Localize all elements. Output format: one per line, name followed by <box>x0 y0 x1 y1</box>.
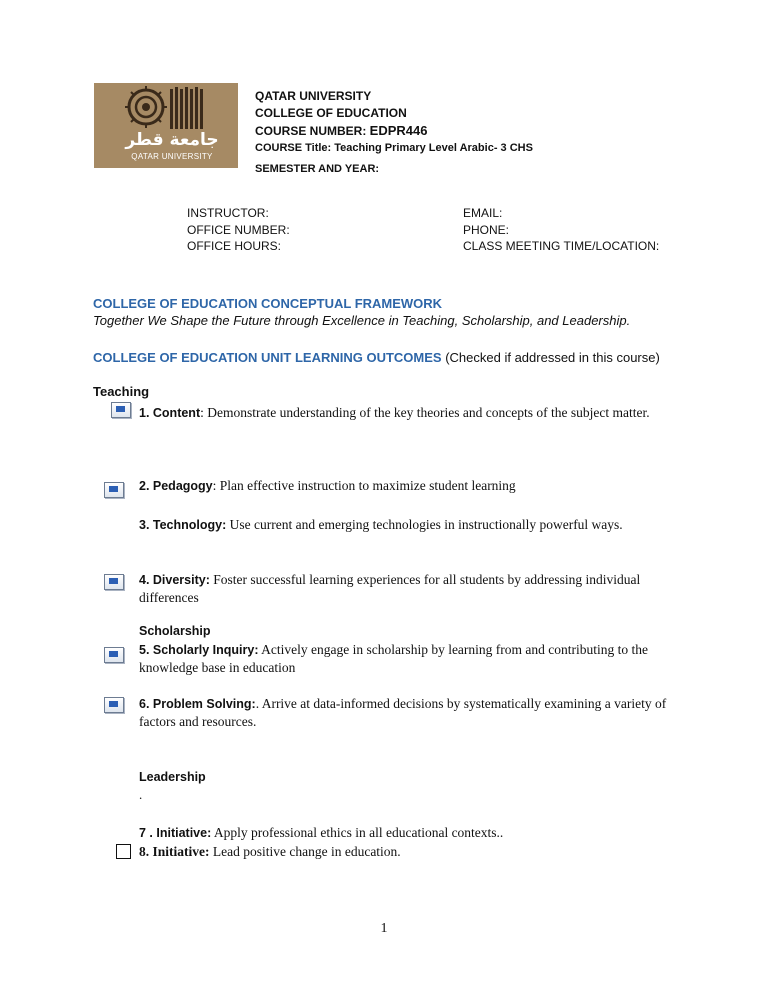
outcomes-header <box>93 350 660 365</box>
section-leadership: Leadership <box>139 770 206 784</box>
outcome-6: 6. Problem Solving:. Arrive at data-informed decisions by systematically examining a variety of factors and resources. <box>139 696 667 729</box>
checked-checkbox-icon[interactable] <box>104 697 124 713</box>
outcome-1: 1. Content: Demonstrate understanding of the key theories and concepts of the subject matter. <box>139 405 650 420</box>
office-number-label: OFFICE NUMBER: <box>187 222 290 237</box>
framework-title: COLLEGE OF EDUCATION CONCEPTUAL FRAMEWORK <box>93 296 443 311</box>
course-title: COURSE Title: Teaching Primary Level Arabic- 3 CHS <box>255 142 533 154</box>
course-header <box>255 88 533 157</box>
outcome-3: 3. Technology: Use current and emerging technologies in instructionally powerful ways. <box>139 517 623 532</box>
outcome-7: 7 . Initiative: Apply professional ethics in all educational contexts.. <box>139 825 504 840</box>
email-label: EMAIL: <box>463 206 503 220</box>
leadership-dot: . <box>139 787 143 802</box>
outcome-2: 2. Pedagogy: Plan effective instruction to maximize student learning <box>139 478 516 493</box>
info-right-column <box>463 205 659 255</box>
university-logo <box>94 83 238 168</box>
outcome-8: 8. Initiative: Lead positive change in education. <box>139 844 401 859</box>
university-name: QATAR UNIVERSITY <box>255 89 372 103</box>
framework-motto: Together We Shape the Future through Excellence in Teaching, Scholarship, and Leadership. <box>93 313 631 328</box>
checked-checkbox-icon[interactable] <box>104 647 124 663</box>
checked-checkbox-icon[interactable] <box>111 402 131 418</box>
section-scholarship: Scholarship <box>139 624 211 638</box>
semester-year: SEMESTER AND YEAR: <box>255 163 380 175</box>
page-number: 1 <box>380 921 388 936</box>
phone-label: PHONE: <box>463 222 510 237</box>
outcome-5: 5. Scholarly Inquiry: Actively engage in scholarship by learning from and contributing to the knowledge base in education <box>139 642 649 675</box>
logo-latin-text: QATAR UNIVERSITY <box>131 152 213 161</box>
college-name: COLLEGE OF EDUCATION <box>255 106 407 120</box>
unchecked-checkbox[interactable] <box>116 844 131 859</box>
office-hours-label: OFFICE HOURS: <box>187 239 282 253</box>
university-emblem-icon <box>94 83 238 135</box>
checked-checkbox-icon[interactable] <box>104 574 124 590</box>
course-number: COURSE NUMBER: EDPR446 <box>255 123 428 138</box>
checked-checkbox-icon[interactable] <box>104 482 124 498</box>
info-left-column <box>187 205 290 255</box>
section-teaching: Teaching <box>93 384 150 399</box>
outcome-4: 4. Diversity: Foster successful learning experiences for all students by addressing individual differences <box>139 572 641 605</box>
logo-arabic-text: جامعة قطر <box>125 130 219 150</box>
class-meeting-label: CLASS MEETING TIME/LOCATION: <box>463 239 660 253</box>
outcomes-title: COLLEGE OF EDUCATION UNIT LEARNING OUTCOMES <box>93 350 442 365</box>
instructor-label: INSTRUCTOR: <box>187 206 269 220</box>
outcomes-note: (Checked if addressed in this course) <box>441 350 660 365</box>
